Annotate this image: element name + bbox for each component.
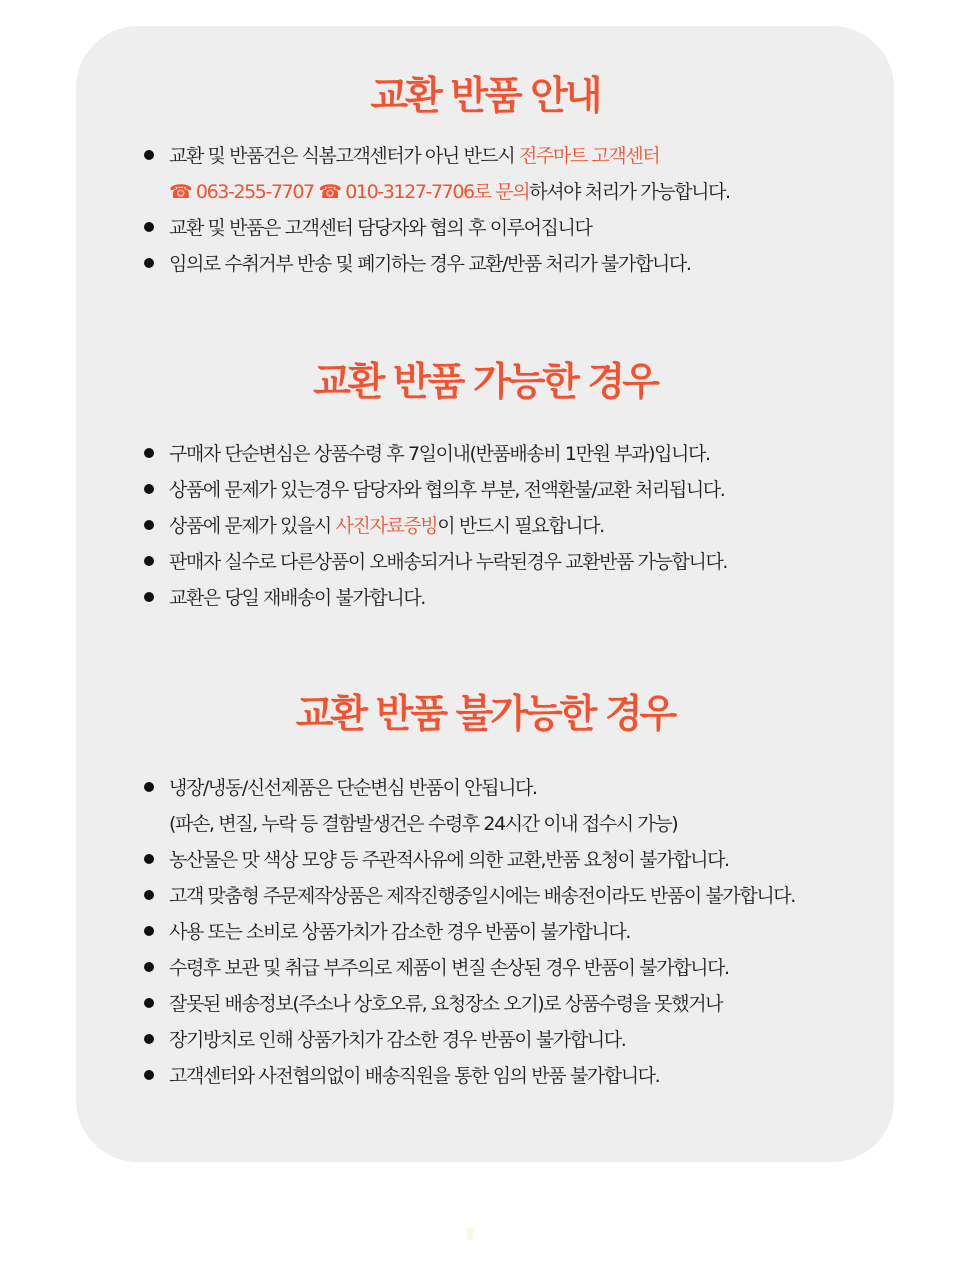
list-item-note: (파손, 변질, 누락 등 결함발생건은 수령후 24시간 이내 접수시 가능) — [169, 813, 678, 835]
list-item: 고객센터와 사전협의없이 배송직원을 통한 임의 반품 불가합니다. — [144, 1058, 874, 1094]
list-item: 교환 및 반품은 고객센터 담당자와 협의 후 이루어집니다 — [144, 210, 874, 246]
photo-evidence-highlight: 사진자료증빙 — [335, 515, 438, 537]
bullet-icon — [144, 1034, 154, 1044]
list-item: 교환 및 반품건은 식봄고객센터가 아닌 반드시 전주마트 고객센터 — [144, 138, 874, 174]
bullet-icon — [144, 782, 154, 792]
list-item: 사용 또는 소비로 상품가치가 감소한 경우 반품이 불가합니다. — [144, 914, 874, 950]
bullet-icon — [144, 1070, 154, 1080]
list-item: 농산물은 맛 색상 모양 등 주관적사유에 의한 교환,반품 요청이 불가합니다. — [144, 842, 874, 878]
decorative-mark — [467, 1228, 473, 1240]
list-item: 고객 맞춤형 주문제작상품은 제작진행중일시에는 배송전이라도 반품이 불가합니다. — [144, 878, 874, 914]
bullet-icon — [144, 998, 154, 1008]
bullet-icon — [144, 222, 154, 232]
list-item: 상품에 문제가 있는경우 담당자와 협의후 부분, 전액환불/교환 처리됩니다. — [144, 472, 874, 508]
return-policy-card — [76, 26, 894, 1162]
list-item: 구매자 단순변심은 상품수령 후 7일이내(반품배송비 1만원 부과)입니다. — [144, 436, 874, 472]
section-title-return-guide: 교환 반품 안내 — [370, 74, 600, 119]
list-item: 임의로 수취거부 반송 및 폐기하는 경우 교환/반품 처리가 불가합니다. — [144, 246, 874, 282]
mart-service-center-highlight: 전주마트 고객센터 — [518, 145, 660, 167]
phone-contact-highlight: ☎ 063-255-7707 ☎ 010-3127-7706로 문의 — [169, 181, 530, 203]
list-item: 교환은 당일 재배송이 불가합니다. — [144, 580, 874, 616]
return-impossible-list — [144, 770, 874, 1094]
bullet-icon — [144, 556, 154, 566]
bullet-icon — [144, 926, 154, 936]
section-title-return-possible: 교환 반품 가능한 경우 — [313, 360, 657, 405]
list-item-continuation: ☎ 063-255-7707 ☎ 010-3127-7706로 문의하셔야 처리가 가능합니다. — [169, 181, 730, 203]
list-item: 수령후 보관 및 취급 부주의로 제품이 변질 손상된 경우 반품이 불가합니다. — [144, 950, 874, 986]
bullet-icon — [144, 150, 154, 160]
return-guide-list — [144, 138, 874, 282]
bullet-icon — [144, 962, 154, 972]
bullet-icon — [144, 258, 154, 268]
list-item: 냉장/냉동/신선제품은 단순변심 반품이 안됩니다. — [144, 770, 874, 806]
bullet-icon — [144, 592, 154, 602]
list-item: 장기방치로 인해 상품가치가 감소한 경우 반품이 불가합니다. — [144, 1022, 874, 1058]
bullet-icon — [144, 520, 154, 530]
list-item: 상품에 문제가 있을시 사진자료증빙이 반드시 필요합니다. — [144, 508, 874, 544]
bullet-icon — [144, 448, 154, 458]
list-item: 잘못된 배송정보(주소나 상호오류, 요청장소 오기)로 상품수령을 못했거나 — [144, 986, 874, 1022]
section-title-return-impossible: 교환 반품 불가능한 경우 — [295, 692, 675, 737]
bullet-icon — [144, 890, 154, 900]
return-possible-list — [144, 436, 874, 616]
list-item: 판매자 실수로 다른상품이 오배송되거나 누락된경우 교환반품 가능합니다. — [144, 544, 874, 580]
bullet-icon — [144, 854, 154, 864]
bullet-icon — [144, 484, 154, 494]
